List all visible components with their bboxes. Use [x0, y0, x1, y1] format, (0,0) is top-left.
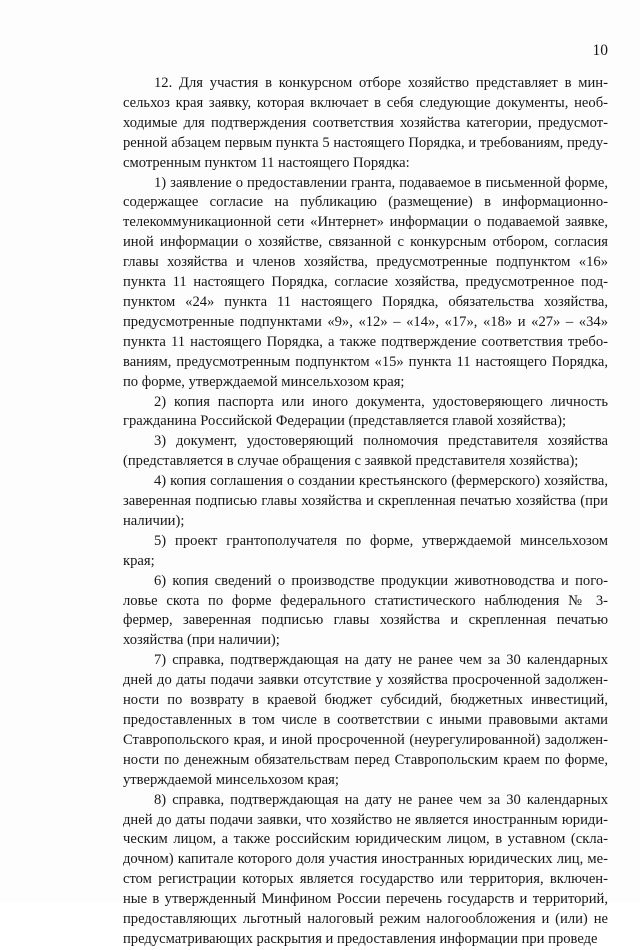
paragraph-subitem-7: 7) справка, подтверждающая на дату не ранее чем за 30 календарных дней до даты подачи заявки отсутствие у хозяйства просроченной задолженности по возврату в краевой бюджет субсидий, бюджетных инвестиций, предоставленных в том числе в соответствии с иными правовыми актами Ставропольского края, и иной просроченной (неурегулированной) задолженности по денежным обязательствам перед Ставропольским краем по форме, утверждаемой минсельхозом края; — [123, 652, 608, 788]
paragraph-subitem-4: 4) копия соглашения о создании крестьянского (фермерского) хозяйства, заверенная подписью главы хозяйства и скрепленная печатью хозяйства (при наличии); — [123, 473, 608, 529]
page-number: 10 — [592, 42, 608, 59]
paragraph-subitem-6: 6) копия сведений о производстве продукции животноводства и поголовье скота по форме федерального статистического наблюдения № 3-фермер, заверенная подписью главы хозяйства и скрепленная печатью хозяйства (при наличии); — [123, 572, 608, 649]
document-body — [123, 74, 608, 950]
paragraph-subitem-2: 2) копия паспорта или иного документа, удостоверяющего личность гражданина Российской Федерации (представляется главой хозяйства); — [123, 393, 608, 430]
paragraph-subitem-8: 8) справка, подтверждающая на дату не ранее чем за 30 календарных дней до даты подачи заявки, что хозяйство не является иностранным юридическим лицом, а также российским юридическим лицом, в уставном (складочном) капитале которого доля участия иностранных юридических лиц, местом регистрации которых является государство или территория, включенные в утвержденный Минфином России перечень государств и территорий, предоставляющих льготный налоговый режим налогообложения и (или) не предусматривающих раскрытия и предоставления информации при проведе — [123, 791, 608, 947]
paragraph-subitem-3: 3) документ, удостоверяющий полномочия представителя хозяйства (представляется в случае обращения с заявкой представителя хозяйства); — [123, 433, 608, 470]
paragraph-item-12: 12. Для участия в конкурсном отборе хозяйство представляет в минсельхоз края заявку, которая включает в себя следующие документы, необходимые для подтверждения соответствия хозяйства категории, предусмотренной абзацем первым пункта 5 настоящего Порядка, и требованиям, предусмотренным пунктом 11 настоящего Порядка: — [123, 75, 608, 171]
paragraph-subitem-1: 1) заявление о предоставлении гранта, подаваемое в письменной форме, содержащее согласие на публикацию (размещение) в информационно-телекоммуникационной сети «Интернет» информации о подаваемой заявке, иной информации о хозяйстве, связанной с конкурсным отбором, согласия главы хозяйства и членов хозяйства, предусмотренные подпунктом «16» пункта 11 настоящего Порядка, согласие хозяйства, предусмотренное подпунктом «24» пункта 11 настоящего Порядка, обязательства хозяйства, предусмотренные подпунктами «9», «12» – «14», «17», «18» и «27» – «34» пункта 11 настоящего Порядка, а также подтверждение соответствия требованиям, предусмотренным подпунктом «15» пункта 11 настоящего Порядка, по форме, утверждаемой минсельхозом края; — [123, 174, 608, 390]
paragraph-subitem-5: 5) проект грантополучателя по форме, утверждаемой минсельхозом края; — [123, 532, 608, 569]
